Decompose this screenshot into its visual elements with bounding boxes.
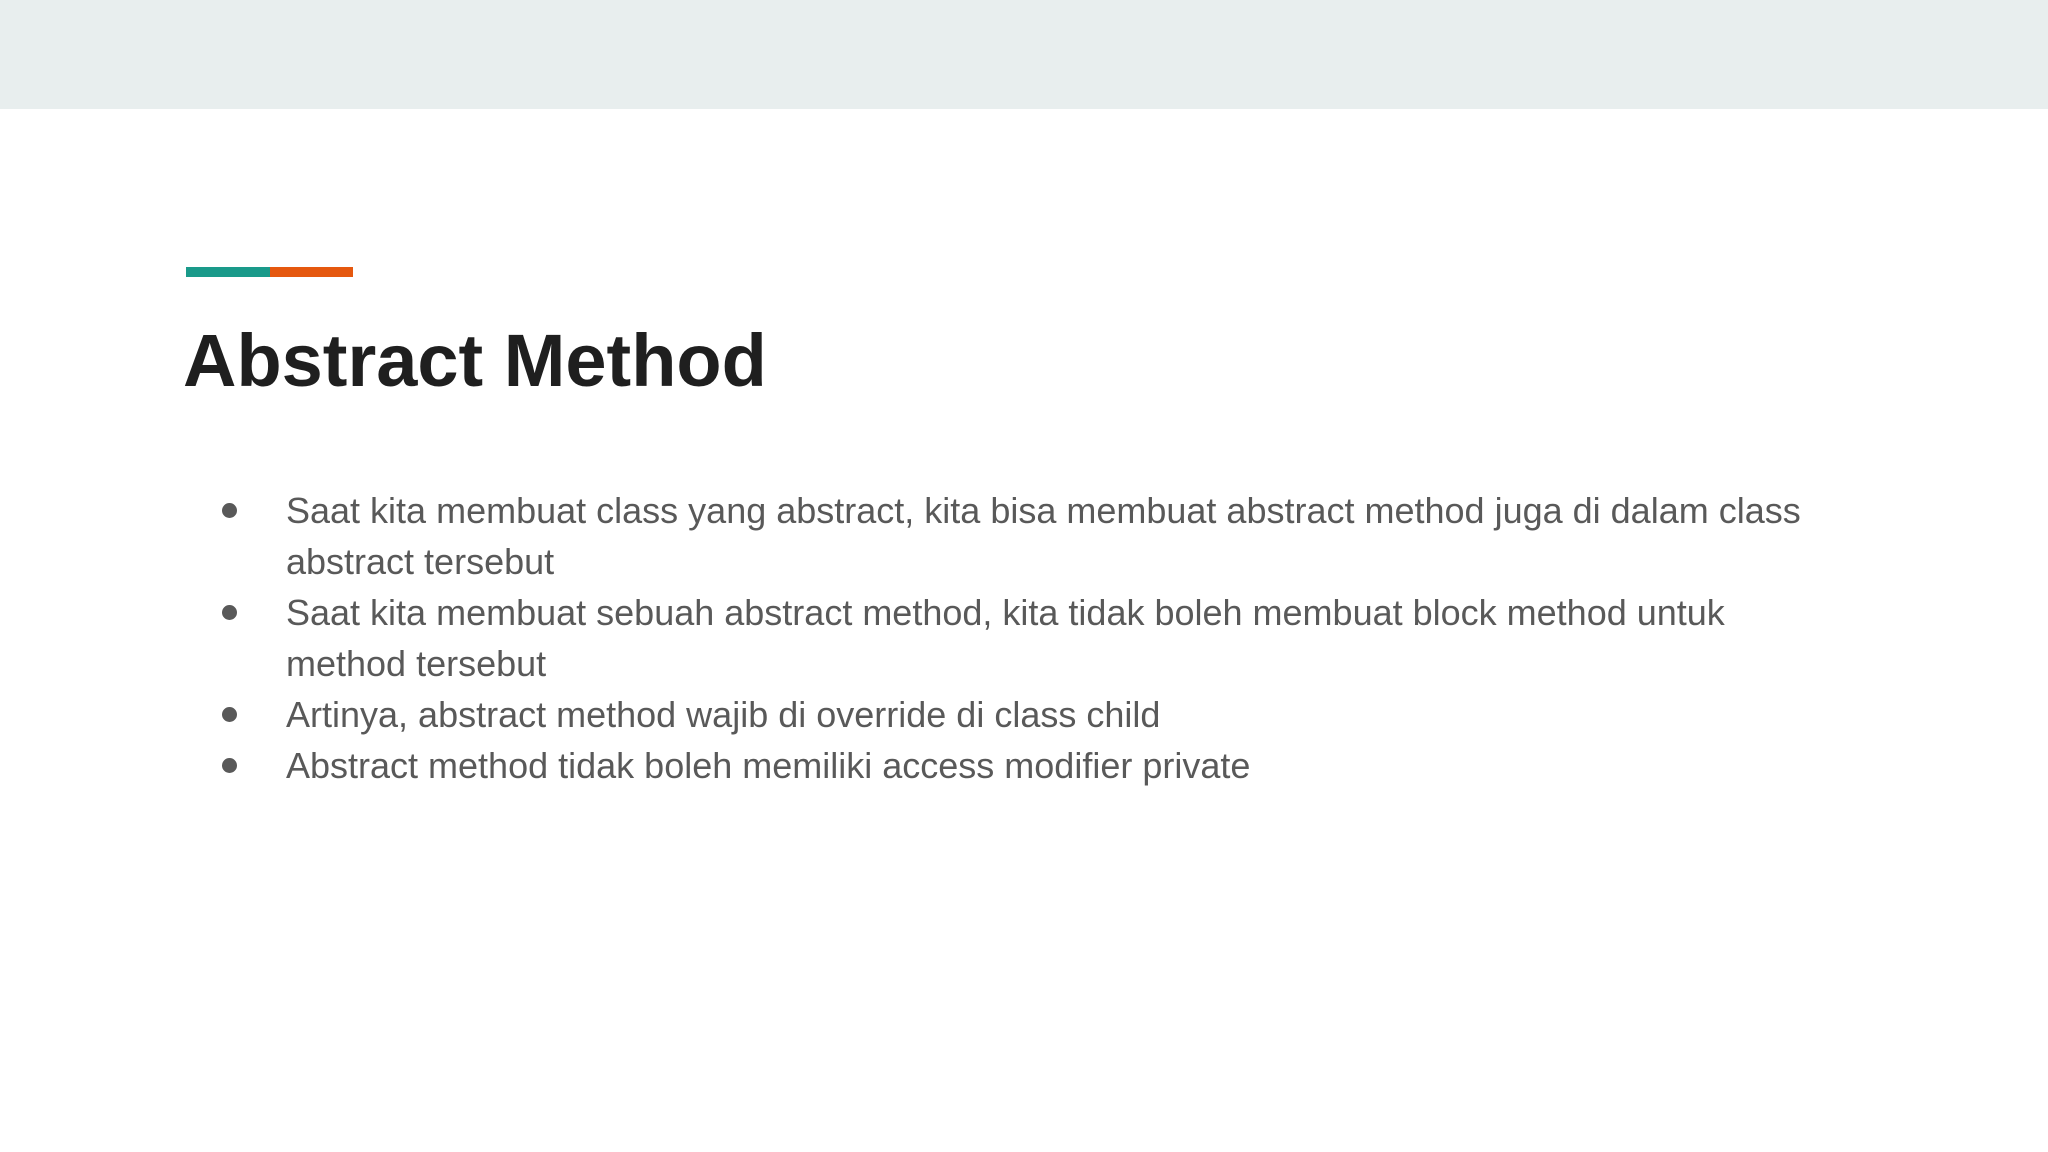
bullet-icon <box>210 587 286 638</box>
accent-orange-segment <box>270 267 353 277</box>
bullet-text: Saat kita membuat class yang abstract, kita bisa membuat abstract method juga di dalam class abstract tersebut <box>286 490 1801 582</box>
bullet-text: Saat kita membuat sebuah abstract method, kita tidak boleh membuat block method untuk method tersebut <box>286 592 1725 684</box>
bullet-text: Abstract method tidak boleh memiliki access modifier private <box>286 745 1251 786</box>
title-accent-bar <box>186 267 353 277</box>
bullet-icon <box>210 485 286 536</box>
bullet-icon <box>210 740 286 791</box>
bullet-list <box>210 485 1830 791</box>
list-item <box>210 740 1830 791</box>
list-item <box>210 689 1830 740</box>
list-item <box>210 485 1830 587</box>
bullet-text: Artinya, abstract method wajib di override di class child <box>286 694 1161 735</box>
slide-title: Abstract Method <box>183 319 767 402</box>
bullet-icon <box>210 689 286 740</box>
list-item <box>210 587 1830 689</box>
accent-teal-segment <box>186 267 270 277</box>
header-band <box>0 0 2048 109</box>
